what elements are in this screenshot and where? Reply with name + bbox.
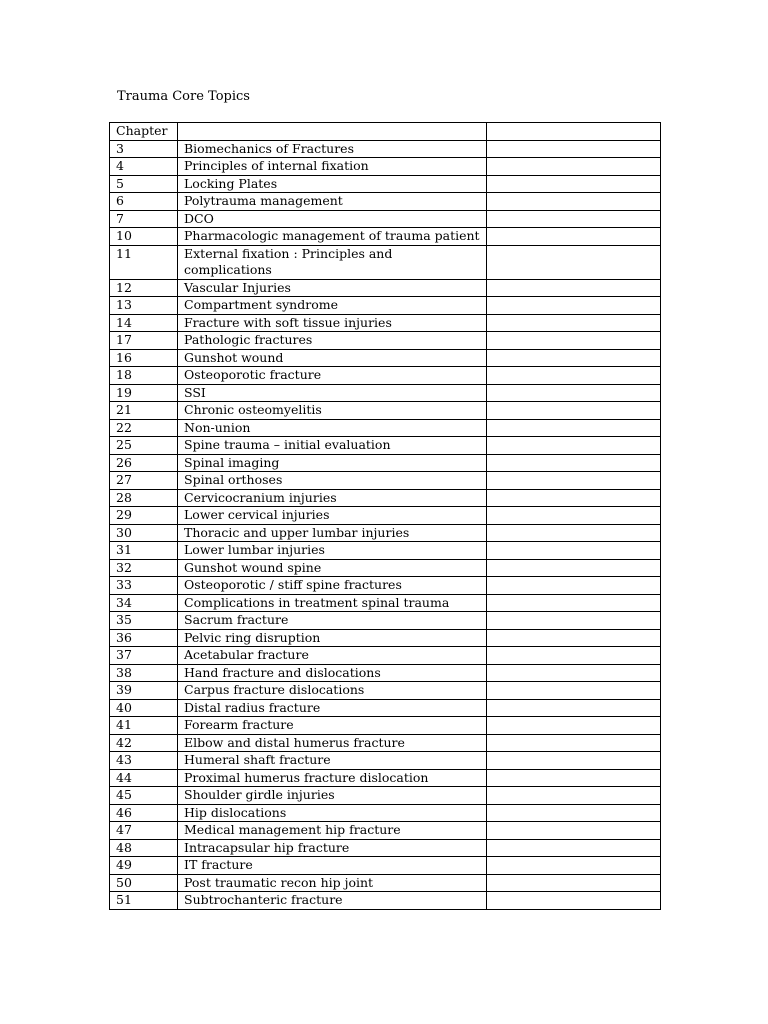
empty-cell (487, 297, 661, 315)
topic-cell: Chronic osteomyelitis (178, 402, 487, 420)
table-row (110, 524, 661, 542)
chapter-cell: 40 (110, 699, 178, 717)
topic-cell: Subtrochanteric fracture (178, 892, 487, 910)
empty-cell (487, 279, 661, 297)
topic-cell: Acetabular fracture (178, 647, 487, 665)
table-row (110, 297, 661, 315)
topic-cell: Intracapsular hip fracture (178, 839, 487, 857)
topic-cell: Vascular Injuries (178, 279, 487, 297)
empty-cell (487, 507, 661, 525)
table-row (110, 193, 661, 211)
topic-cell: Carpus fracture dislocations (178, 682, 487, 700)
chapter-cell: 39 (110, 682, 178, 700)
table-row (110, 892, 661, 910)
empty-cell (487, 245, 661, 279)
empty-cell (487, 472, 661, 490)
chapter-cell: 48 (110, 839, 178, 857)
table-row (110, 542, 661, 560)
chapter-cell: 50 (110, 874, 178, 892)
empty-cell (487, 647, 661, 665)
chapter-cell: 36 (110, 629, 178, 647)
empty-cell (487, 158, 661, 176)
topic-cell: DCO (178, 210, 487, 228)
table-row (110, 594, 661, 612)
empty-cell (487, 857, 661, 875)
chapter-cell: 35 (110, 612, 178, 630)
chapter-cell: 31 (110, 542, 178, 560)
topics-table-body (110, 123, 661, 910)
topic-cell: Spinal imaging (178, 454, 487, 472)
empty-cell (487, 577, 661, 595)
chapter-cell: 26 (110, 454, 178, 472)
chapter-cell: 47 (110, 822, 178, 840)
table-row (110, 472, 661, 490)
empty-cell (487, 839, 661, 857)
empty-cell (487, 629, 661, 647)
table-row (110, 717, 661, 735)
table-row (110, 664, 661, 682)
chapter-cell: 45 (110, 787, 178, 805)
chapter-cell: 13 (110, 297, 178, 315)
topic-cell: Osteoporotic / stiff spine fractures (178, 577, 487, 595)
table-row (110, 752, 661, 770)
chapter-cell: 32 (110, 559, 178, 577)
empty-cell (487, 332, 661, 350)
topics-table (109, 122, 661, 910)
chapter-cell: 12 (110, 279, 178, 297)
table-row (110, 210, 661, 228)
empty-cell (487, 175, 661, 193)
empty-cell (487, 874, 661, 892)
chapter-cell: 3 (110, 140, 178, 158)
chapter-cell: 21 (110, 402, 178, 420)
empty-cell (487, 367, 661, 385)
topic-cell: Non-union (178, 419, 487, 437)
table-row (110, 822, 661, 840)
chapter-cell: 18 (110, 367, 178, 385)
table-row (110, 402, 661, 420)
empty-cell (487, 717, 661, 735)
empty-cell (487, 664, 661, 682)
chapter-cell: 33 (110, 577, 178, 595)
topic-cell: Post traumatic recon hip joint (178, 874, 487, 892)
chapter-cell: 46 (110, 804, 178, 822)
empty-cell (487, 612, 661, 630)
topic-cell: Fracture with soft tissue injuries (178, 314, 487, 332)
table-row (110, 228, 661, 246)
table-row (110, 734, 661, 752)
table-row (110, 559, 661, 577)
table-row (110, 874, 661, 892)
table-row (110, 787, 661, 805)
chapter-cell: 44 (110, 769, 178, 787)
empty-cell (487, 892, 661, 910)
chapter-cell: 49 (110, 857, 178, 875)
topic-cell: Forearm fracture (178, 717, 487, 735)
chapter-cell: 16 (110, 349, 178, 367)
empty-cell (487, 402, 661, 420)
empty-cell (487, 682, 661, 700)
table-row (110, 454, 661, 472)
topic-cell: Compartment syndrome (178, 297, 487, 315)
chapter-cell: 37 (110, 647, 178, 665)
topic-cell: Spine trauma – initial evaluation (178, 437, 487, 455)
empty-cell (487, 542, 661, 560)
table-row (110, 699, 661, 717)
chapter-cell: 19 (110, 384, 178, 402)
chapter-cell: 42 (110, 734, 178, 752)
chapter-cell: 38 (110, 664, 178, 682)
topic-cell: Spinal orthoses (178, 472, 487, 490)
extra-column-header (487, 123, 661, 141)
topic-cell: Locking Plates (178, 175, 487, 193)
empty-cell (487, 454, 661, 472)
topic-cell: Medical management hip fracture (178, 822, 487, 840)
topic-cell: Gunshot wound (178, 349, 487, 367)
empty-cell (487, 559, 661, 577)
empty-cell (487, 384, 661, 402)
topic-cell: Pharmacologic management of trauma patient (178, 228, 487, 246)
table-row (110, 629, 661, 647)
topic-cell: Distal radius fracture (178, 699, 487, 717)
topic-cell: SSI (178, 384, 487, 402)
topic-cell: Gunshot wound spine (178, 559, 487, 577)
empty-cell (487, 822, 661, 840)
topic-cell: Principles of internal fixation (178, 158, 487, 176)
topic-cell: Thoracic and upper lumbar injuries (178, 524, 487, 542)
table-row (110, 612, 661, 630)
empty-cell (487, 419, 661, 437)
table-row (110, 314, 661, 332)
topic-cell: Hip dislocations (178, 804, 487, 822)
empty-cell (487, 769, 661, 787)
topic-cell: Sacrum fracture (178, 612, 487, 630)
table-row (110, 140, 661, 158)
table-row (110, 279, 661, 297)
topic-column-header (178, 123, 487, 141)
table-row (110, 489, 661, 507)
empty-cell (487, 787, 661, 805)
topic-cell: Hand fracture and dislocations (178, 664, 487, 682)
chapter-cell: 34 (110, 594, 178, 612)
chapter-cell: 11 (110, 245, 178, 279)
chapter-cell: 41 (110, 717, 178, 735)
chapter-cell: 22 (110, 419, 178, 437)
table-row (110, 367, 661, 385)
table-row (110, 839, 661, 857)
chapter-cell: 6 (110, 193, 178, 211)
page-title: Trauma Core Topics (117, 89, 250, 104)
topic-cell: Cervicocranium injuries (178, 489, 487, 507)
topic-cell: Pelvic ring disruption (178, 629, 487, 647)
topic-cell: Pathologic fractures (178, 332, 487, 350)
table-row (110, 507, 661, 525)
topic-cell: Osteoporotic fracture (178, 367, 487, 385)
empty-cell (487, 228, 661, 246)
topic-cell: External fixation : Principles and complications (178, 245, 487, 279)
chapter-cell: 28 (110, 489, 178, 507)
topic-cell: Complications in treatment spinal trauma (178, 594, 487, 612)
table-header-row (110, 123, 661, 141)
chapter-cell: 43 (110, 752, 178, 770)
table-row (110, 437, 661, 455)
table-row (110, 245, 661, 279)
table-row (110, 647, 661, 665)
table-row (110, 419, 661, 437)
empty-cell (487, 314, 661, 332)
empty-cell (487, 349, 661, 367)
table-row (110, 175, 661, 193)
chapter-cell: 29 (110, 507, 178, 525)
chapter-cell: 7 (110, 210, 178, 228)
chapter-cell: 17 (110, 332, 178, 350)
empty-cell (487, 699, 661, 717)
table-row (110, 857, 661, 875)
table-row (110, 158, 661, 176)
empty-cell (487, 140, 661, 158)
chapter-cell: 5 (110, 175, 178, 193)
topic-cell: Polytrauma management (178, 193, 487, 211)
table-row (110, 577, 661, 595)
empty-cell (487, 437, 661, 455)
empty-cell (487, 193, 661, 211)
topic-cell: Biomechanics of Fractures (178, 140, 487, 158)
chapter-cell: 25 (110, 437, 178, 455)
chapter-cell: 14 (110, 314, 178, 332)
empty-cell (487, 734, 661, 752)
empty-cell (487, 594, 661, 612)
topic-cell: Humeral shaft fracture (178, 752, 487, 770)
chapter-cell: 10 (110, 228, 178, 246)
table-row (110, 682, 661, 700)
chapter-cell: 4 (110, 158, 178, 176)
topic-cell: Shoulder girdle injuries (178, 787, 487, 805)
topic-cell: IT fracture (178, 857, 487, 875)
chapter-cell: 30 (110, 524, 178, 542)
topic-cell: Elbow and distal humerus fracture (178, 734, 487, 752)
topic-cell: Proximal humerus fracture dislocation (178, 769, 487, 787)
empty-cell (487, 210, 661, 228)
chapter-column-header: Chapter (110, 123, 178, 141)
chapter-cell: 27 (110, 472, 178, 490)
empty-cell (487, 524, 661, 542)
empty-cell (487, 804, 661, 822)
topic-cell: Lower cervical injuries (178, 507, 487, 525)
table-row (110, 769, 661, 787)
empty-cell (487, 752, 661, 770)
topic-cell: Lower lumbar injuries (178, 542, 487, 560)
table-row (110, 332, 661, 350)
table-row (110, 384, 661, 402)
chapter-cell: 51 (110, 892, 178, 910)
empty-cell (487, 489, 661, 507)
table-row (110, 349, 661, 367)
table-row (110, 804, 661, 822)
